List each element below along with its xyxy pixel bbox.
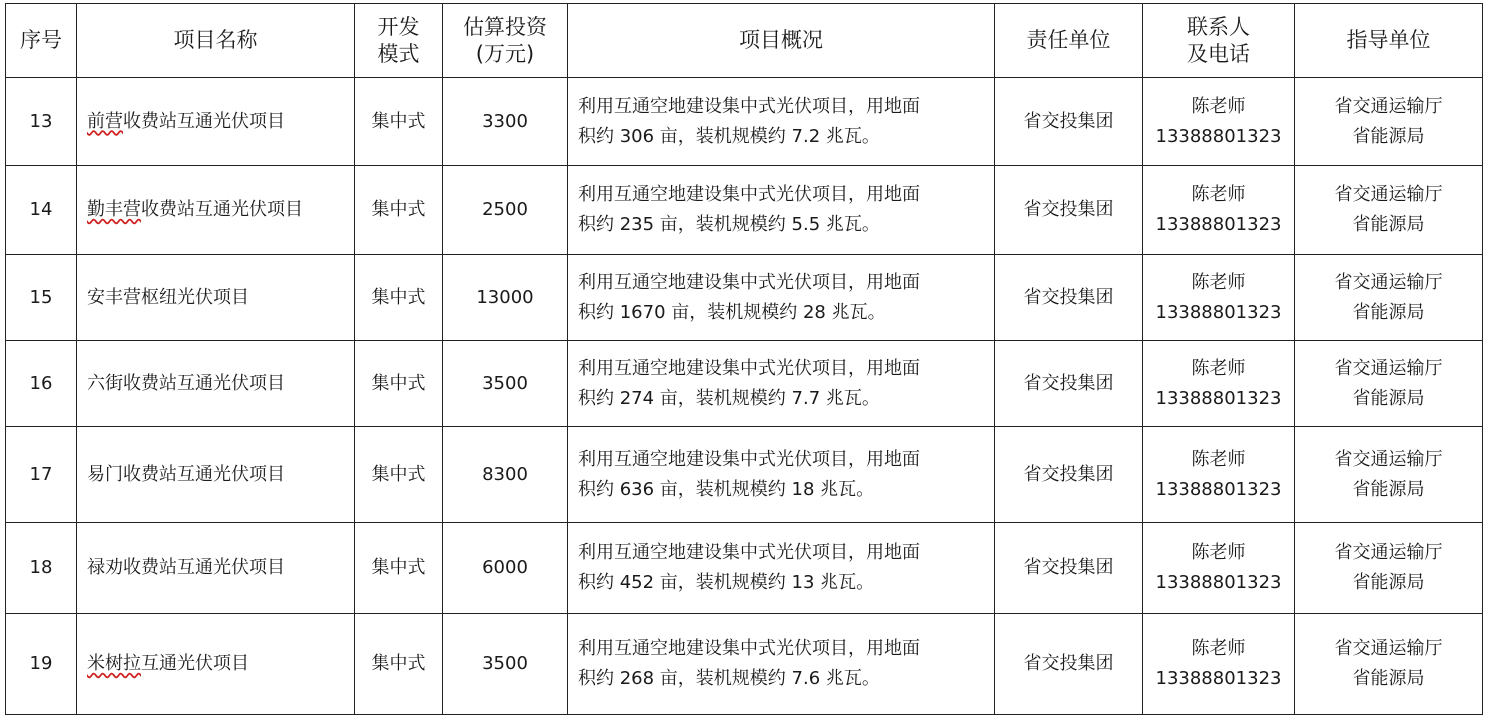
contact-name: 陈老师 — [1191, 184, 1246, 205]
overview-line2: 积约 1670 亩，装机规模约 28 兆瓦。 — [578, 301, 886, 323]
header-mode-line2: 模式 — [377, 41, 420, 66]
cell-investment: 8300 — [443, 427, 568, 523]
header-mode-line1: 开发 — [377, 14, 420, 39]
overview-line1: 利用互通空地建设集中式光伏项目，用地面 — [578, 448, 920, 470]
cell-no: 19 — [6, 614, 77, 715]
cell-investment: 3300 — [443, 78, 568, 166]
table-row — [6, 78, 1483, 166]
overview-line1: 利用互通空地建设集中式光伏项目，用地面 — [578, 184, 920, 205]
project-name-rest: 六街收费站互通光伏项目 — [87, 372, 285, 394]
cell-contact — [1143, 427, 1295, 523]
contact-phone: 13388801323 — [1155, 478, 1282, 500]
table-body — [6, 78, 1483, 715]
cell-no: 17 — [6, 427, 77, 523]
cell-unit: 省交投集团 — [995, 523, 1143, 614]
cell-guide — [1295, 614, 1483, 715]
header-mode — [355, 4, 443, 78]
cell-project-name — [77, 255, 355, 341]
cell-project-name — [77, 78, 355, 166]
guide-line1: 省交通运输厅 — [1334, 271, 1443, 293]
cell-mode: 集中式 — [355, 614, 443, 715]
guide-line1: 省交通运输厅 — [1334, 448, 1443, 470]
cell-investment: 2500 — [443, 166, 568, 255]
cell-investment: 6000 — [443, 523, 568, 614]
guide-line2: 省能源局 — [1352, 301, 1425, 323]
table-row — [6, 523, 1483, 614]
header-investment-line1: 估算投资 — [463, 14, 547, 39]
cell-contact — [1143, 166, 1295, 255]
header-investment-line2: (万元) — [475, 41, 535, 66]
contact-name: 陈老师 — [1191, 271, 1246, 293]
cell-guide — [1295, 255, 1483, 341]
cell-no: 16 — [6, 341, 77, 427]
guide-line1: 省交通运输厅 — [1334, 357, 1443, 379]
overview-line1: 利用互通空地建设集中式光伏项目，用地面 — [578, 357, 920, 379]
overview-line2: 积约 452 亩，装机规模约 13 兆瓦。 — [578, 572, 875, 593]
header-no: 序号 — [6, 4, 77, 78]
project-table — [5, 3, 1483, 715]
cell-contact — [1143, 614, 1295, 715]
header-contact — [1143, 4, 1295, 78]
overview-line2: 积约 274 亩，装机规模约 7.7 兆瓦。 — [578, 387, 880, 409]
table-row — [6, 341, 1483, 427]
cell-no: 14 — [6, 166, 77, 255]
cell-unit: 省交投集团 — [995, 166, 1143, 255]
header-guide: 指导单位 — [1295, 4, 1483, 78]
project-name-highlight: 勤丰营 — [87, 199, 141, 220]
cell-project-name — [77, 341, 355, 427]
cell-unit: 省交投集团 — [995, 427, 1143, 523]
project-name-rest: 收费站互通光伏项目 — [141, 199, 303, 220]
header-name: 项目名称 — [77, 4, 355, 78]
cell-mode: 集中式 — [355, 341, 443, 427]
contact-name: 陈老师 — [1191, 638, 1246, 659]
cell-investment: 3500 — [443, 614, 568, 715]
header-contact-line2: 及电话 — [1187, 41, 1250, 66]
cell-mode: 集中式 — [355, 427, 443, 523]
cell-mode: 集中式 — [355, 166, 443, 255]
overview-line2: 积约 235 亩，装机规模约 5.5 兆瓦。 — [578, 214, 880, 235]
project-name-rest: 互通光伏项目 — [141, 653, 249, 674]
project-name-highlight: 米树拉 — [87, 653, 141, 674]
overview-line1: 利用互通空地建设集中式光伏项目，用地面 — [578, 95, 920, 117]
header-contact-line1: 联系人 — [1187, 14, 1250, 39]
contact-phone: 13388801323 — [1155, 301, 1282, 323]
contact-name: 陈老师 — [1191, 542, 1246, 563]
cell-contact — [1143, 78, 1295, 166]
cell-project-name — [77, 614, 355, 715]
overview-line1: 利用互通空地建设集中式光伏项目，用地面 — [578, 638, 920, 659]
cell-guide — [1295, 166, 1483, 255]
guide-line2: 省能源局 — [1352, 214, 1425, 235]
table-row — [6, 614, 1483, 715]
cell-unit: 省交投集团 — [995, 614, 1143, 715]
cell-mode: 集中式 — [355, 78, 443, 166]
overview-line1: 利用互通空地建设集中式光伏项目，用地面 — [578, 271, 920, 293]
cell-unit: 省交投集团 — [995, 341, 1143, 427]
cell-mode: 集中式 — [355, 255, 443, 341]
cell-overview — [568, 341, 995, 427]
cell-contact — [1143, 523, 1295, 614]
guide-line1: 省交通运输厅 — [1334, 184, 1443, 205]
project-name-rest: 易门收费站互通光伏项目 — [87, 463, 285, 485]
contact-name: 陈老师 — [1191, 357, 1246, 379]
overview-line1: 利用互通空地建设集中式光伏项目，用地面 — [578, 542, 920, 563]
contact-phone: 13388801323 — [1155, 125, 1282, 147]
table-row — [6, 255, 1483, 341]
cell-contact — [1143, 341, 1295, 427]
guide-line2: 省能源局 — [1352, 478, 1425, 500]
contact-name: 陈老师 — [1191, 95, 1246, 117]
contact-phone: 13388801323 — [1155, 572, 1282, 593]
project-name-rest: 安丰营枢纽光伏项目 — [87, 286, 249, 308]
cell-mode: 集中式 — [355, 523, 443, 614]
cell-project-name — [77, 427, 355, 523]
guide-line2: 省能源局 — [1352, 125, 1425, 147]
cell-overview — [568, 78, 995, 166]
cell-investment: 3500 — [443, 341, 568, 427]
overview-line2: 积约 636 亩，装机规模约 18 兆瓦。 — [578, 478, 875, 500]
cell-overview — [568, 523, 995, 614]
cell-overview — [568, 614, 995, 715]
header-investment — [443, 4, 568, 78]
overview-line2: 积约 268 亩，装机规模约 7.6 兆瓦。 — [578, 668, 880, 689]
project-name-highlight: 前营 — [87, 110, 123, 132]
cell-project-name — [77, 166, 355, 255]
cell-guide — [1295, 523, 1483, 614]
contact-name: 陈老师 — [1191, 448, 1246, 470]
guide-line1: 省交通运输厅 — [1334, 95, 1443, 117]
cell-investment: 13000 — [443, 255, 568, 341]
guide-line2: 省能源局 — [1352, 572, 1425, 593]
cell-guide — [1295, 341, 1483, 427]
cell-guide — [1295, 427, 1483, 523]
contact-phone: 13388801323 — [1155, 668, 1282, 689]
guide-line2: 省能源局 — [1352, 668, 1425, 689]
project-name-rest: 收费站互通光伏项目 — [123, 110, 285, 132]
overview-line2: 积约 306 亩，装机规模约 7.2 兆瓦。 — [578, 125, 880, 147]
cell-no: 15 — [6, 255, 77, 341]
header-overview: 项目概况 — [568, 4, 995, 78]
cell-contact — [1143, 255, 1295, 341]
cell-guide — [1295, 78, 1483, 166]
project-name-rest: 禄劝收费站互通光伏项目 — [87, 557, 285, 578]
cell-no: 13 — [6, 78, 77, 166]
table-row — [6, 166, 1483, 255]
cell-overview — [568, 166, 995, 255]
cell-unit: 省交投集团 — [995, 78, 1143, 166]
cell-no: 18 — [6, 523, 77, 614]
cell-unit: 省交投集团 — [995, 255, 1143, 341]
header-unit: 责任单位 — [995, 4, 1143, 78]
cell-overview — [568, 427, 995, 523]
contact-phone: 13388801323 — [1155, 214, 1282, 235]
table-row — [6, 427, 1483, 523]
cell-overview — [568, 255, 995, 341]
guide-line2: 省能源局 — [1352, 387, 1425, 409]
cell-project-name — [77, 523, 355, 614]
guide-line1: 省交通运输厅 — [1334, 638, 1443, 659]
table-header-row — [6, 4, 1483, 78]
contact-phone: 13388801323 — [1155, 387, 1282, 409]
guide-line1: 省交通运输厅 — [1334, 542, 1443, 563]
